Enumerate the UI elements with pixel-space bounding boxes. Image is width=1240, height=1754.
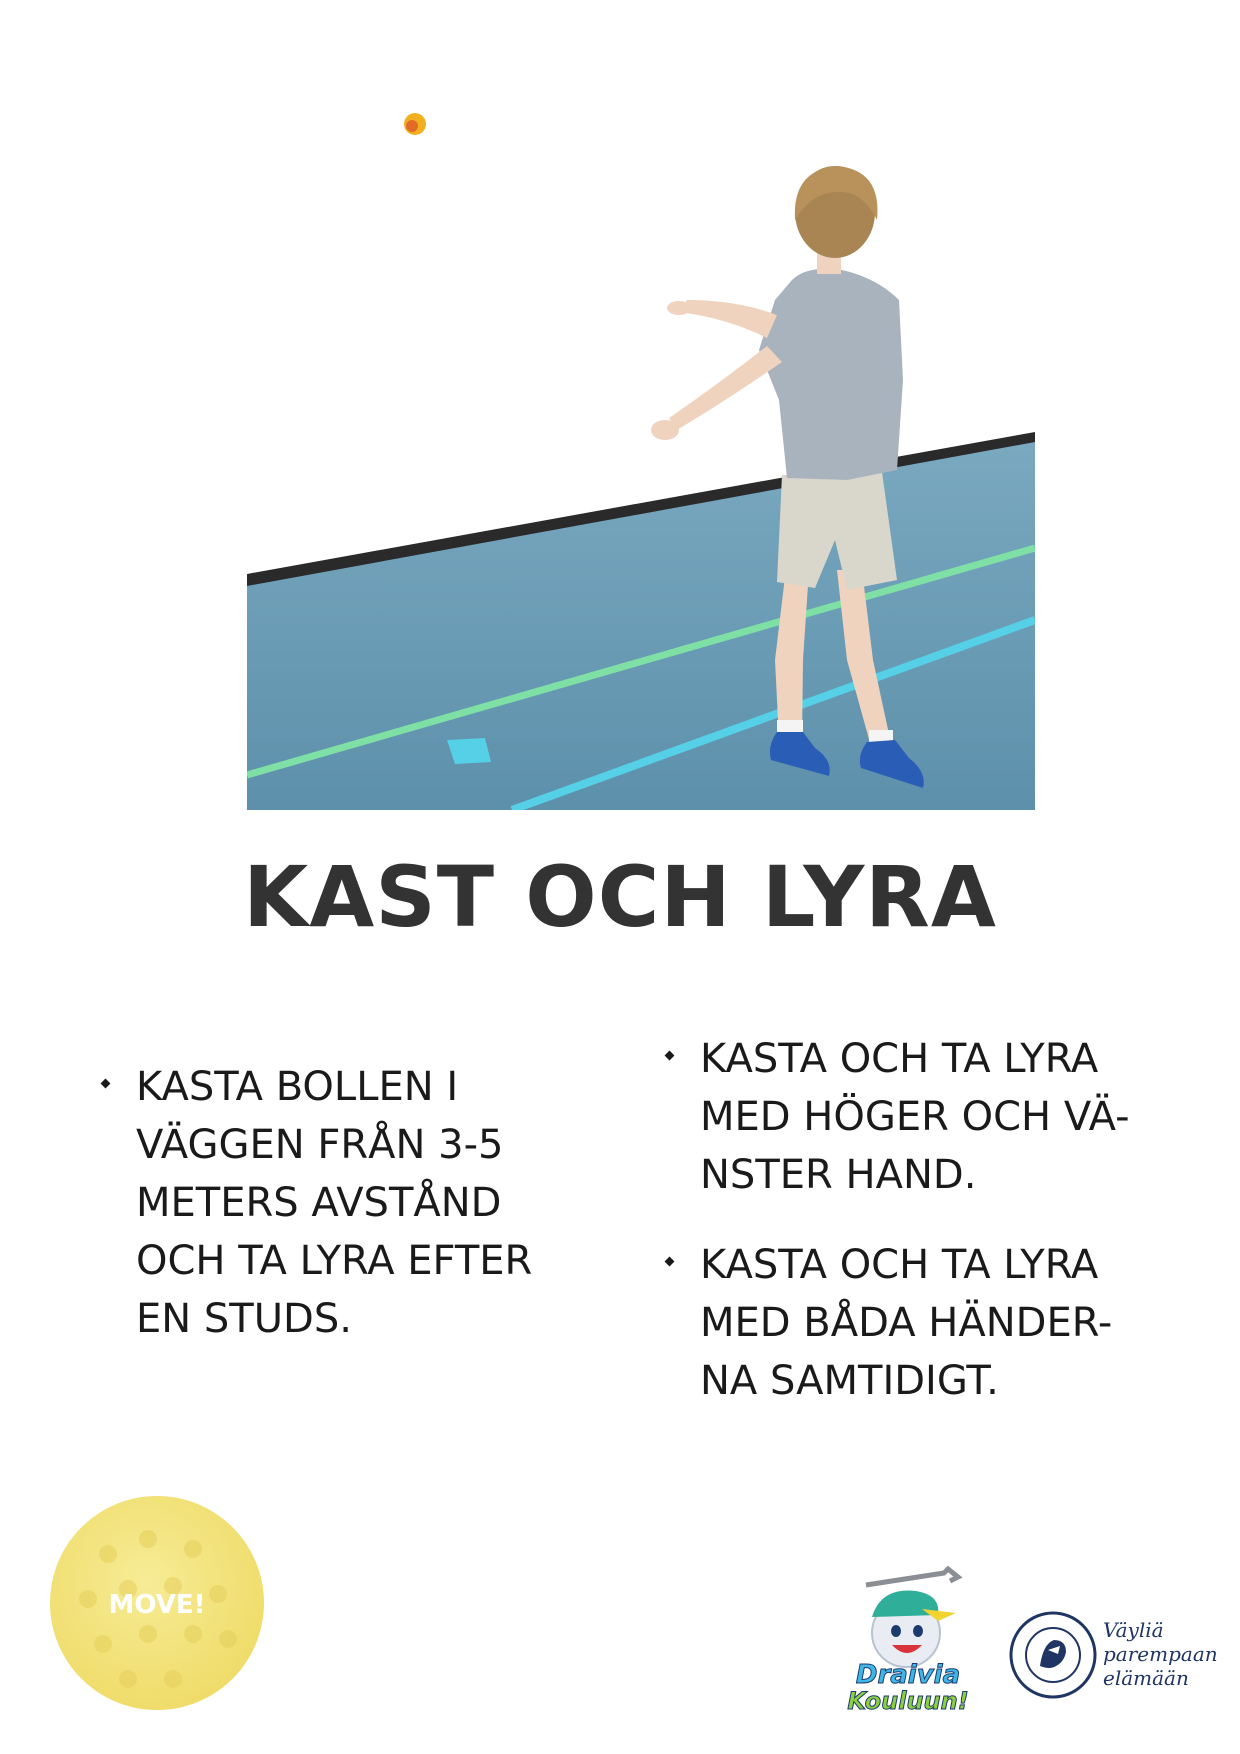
bullet-icon bbox=[665, 1257, 675, 1267]
list-item bbox=[660, 1030, 1180, 1204]
draivia-logo bbox=[826, 1565, 991, 1715]
instruction-text: KASTA BOLLEN I VÄGGEN FRÅN 3-5 METERS AVSTÅND OCH TA LYRA EFTER EN STUDS. bbox=[136, 1064, 533, 1342]
golfliitto-seal-logo bbox=[1008, 1610, 1098, 1700]
list-item bbox=[96, 1058, 596, 1348]
instruction-text: KASTA OCH TA LYRA MED BÅDA HÄNDER- NA SAMTIDIGT. bbox=[700, 1242, 1113, 1404]
page-title: KAST OCH LYRA bbox=[243, 848, 997, 946]
instructions-left bbox=[96, 1058, 596, 1380]
bullet-icon bbox=[101, 1079, 111, 1089]
floor bbox=[247, 436, 1035, 810]
instruction-text: KASTA OCH TA LYRA MED HÖGER OCH VÄ- NSTER HAND. bbox=[700, 1036, 1130, 1198]
svg-text:Draivia: Draivia bbox=[855, 1660, 961, 1690]
list-item bbox=[660, 1236, 1180, 1410]
slogan-text: Väyliä parempaan elämään bbox=[1103, 1618, 1218, 1690]
move-badge-label: MOVE! bbox=[108, 1590, 206, 1620]
instructions-right bbox=[660, 1030, 1180, 1442]
svg-text:Kouluun!: Kouluun! bbox=[847, 1687, 969, 1715]
bullet-icon bbox=[665, 1051, 675, 1061]
hero-photo bbox=[247, 100, 1035, 810]
